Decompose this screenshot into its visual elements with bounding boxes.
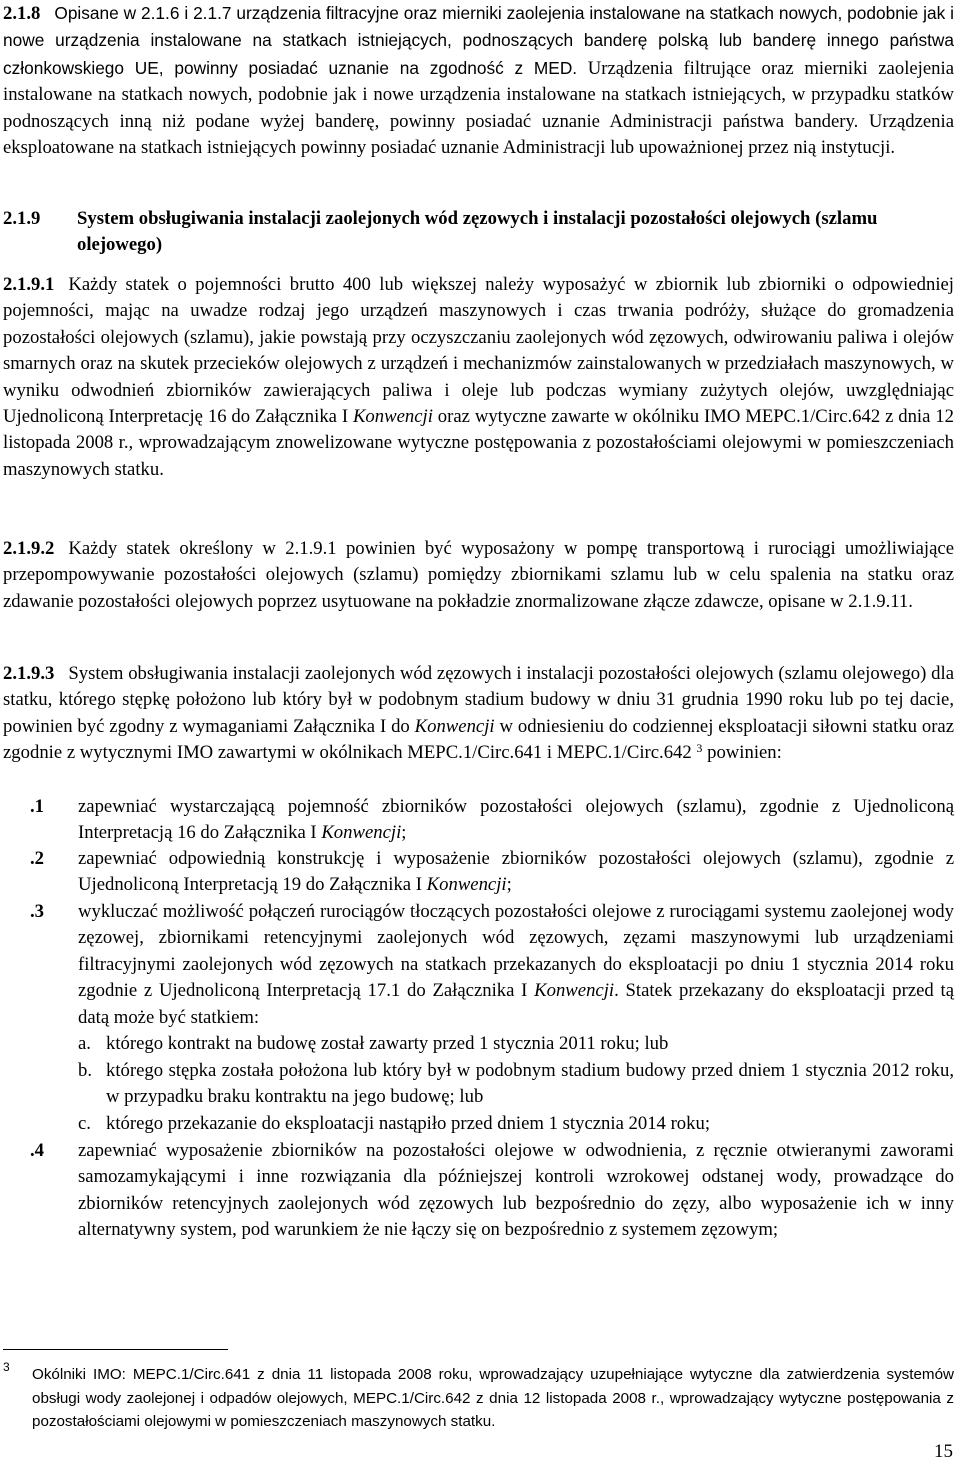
footnote (3, 1360, 954, 1434)
section-number: 2.1.9.3 (3, 663, 55, 684)
page-number: 15 (934, 1441, 953, 1462)
paragraph-text: Opisane w 2.1.6 i 2.1.7 urządzenia filtracyjne oraz mierniki zaolejenia instalowane na statkach nowych, podobnie jak i nowe urządzenia instalowane na statkach istniejących, podnoszących banderę polską lub banderę innego państwa członkowskiego UE, powinny posiadać uznanie na zgodność z MED. (3, 3, 954, 78)
sub-item-text: którego przekazanie do eksploatacji nastąpiło przed dniem 1 stycznia 2014 roku; (106, 1113, 711, 1134)
section-number: 2.1.9.1 (3, 274, 55, 295)
section-number: 2.1.8 (3, 3, 41, 24)
paragraph-text: Każdy statek określony w 2.1.9.1 powinien być wyposażony w pompę transportową i rurociągi umożliwiające przepompowywanie pozostałości olejowych (szlamu) pomiędzy zbiornikami szlamu lub w celu spalenia na statku oraz zdawanie pozostałości olejowych poprzez usytuowane na pokładzie znormalizowane złącze zdawcze, opisane w 2.1.9.11. (3, 538, 954, 612)
sub-item-a (78, 1031, 954, 1057)
italic-term: Konwencji (352, 406, 433, 428)
sub-item-label: a. (78, 1033, 91, 1054)
list-item-text: . Statek przekazany do eksploatacji przed tą datą może być statkiem: (78, 980, 955, 1028)
section-title: System obsługiwania instalacji zaolejonych wód zęzowych i instalacji pozostałości olejowych (szlamu olejowego) (77, 208, 878, 256)
list-item-number: .1 (30, 796, 45, 817)
paragraph-text: Urządzenia filtrujące oraz mierniki zaolejenia instalowane na statkach nowych, podobnie jak i nowe urządzenia instalowane na statkach istniejących, w przypadku statków podnoszących inną niż podane wyżej banderę, powinny posiadać uznanie Administracji państwa bandery. Urządzenia eksploatowane na statkach istniejących powinny posiadać uznanie Administracji lub upoważnionej przez nią instytucji. (3, 57, 955, 159)
paragraph-text: Każdy statek o pojemności brutto 400 lub większej należy wyposażyć w zbiornik lub zbiorniki o odpowiedniej pojemności, mając na uwadze rodzaj jego urządzeń maszynowych i czas trwania podróży, służące do gromadzenia pozostałości olejowych (szlamu), jakie powstają przy oczyszczaniu zaolejonych wód zęzowych, odwirowaniu paliwa i olejów smarnych oraz na skutek przecieków olejowych z urządzeń i mechanizmów zainstalowanych w przedziałach maszynowych, w wyniku odwodnień zbiorników zawierających paliwa i oleje lub podczas wymiany zużytych olejów, uwzględniając Ujednoliconą Interpretację 16 do Załącznika I (3, 274, 954, 428)
list-item-text: wykluczać możliwość połączeń rurociągów tłoczących pozostałości olejowe z rurociągami systemu zaolejonej wody zęzowej, zbiornikami retencyjnymi zaolejonych wód zęzowych, zęzami maszynowymi lub urządzeniami filtracyjnymi zaolejonych wód zęzowych na statkach przekazanych do eksploatacji po dniu 1 stycznia 2014 roku zgodnie z Ujednoliconą Interpretacją 17.1 do Załącznika I (78, 901, 954, 1002)
sub-item-c (78, 1111, 954, 1137)
italic-term: Konwencji (414, 715, 495, 737)
list-item-number: .3 (30, 901, 45, 922)
list-item-1 (3, 794, 954, 847)
section-number: 2.1.9 (3, 208, 41, 229)
paragraph-2-1-8 (3, 0, 954, 161)
section-number: 2.1.9.2 (3, 538, 55, 559)
list-item-number: .4 (30, 1140, 45, 1161)
paragraph-text: System obsługiwania instalacji zaolejonych wód zęzowych i instalacji pozostałości olejowych (szlamu olejowego) dla statku, którego stępkę położono lub który był w podobnym stadium budowy w dniu 31 grudnia 1990 roku lub po tej dacie, powinien być zgodny z wymaganiami Załącznika I do (3, 663, 954, 737)
footnote-mark: 3 (3, 1360, 10, 1374)
italic-term: Konwencji (321, 822, 402, 844)
list-item-text: ; (401, 822, 407, 844)
sub-item-label: b. (78, 1060, 93, 1081)
sub-item-label: c. (78, 1113, 91, 1134)
list-item-number: .2 (30, 848, 45, 869)
sub-item-text: którego kontrakt na budowę został zawarty przed 1 stycznia 2011 roku; lub (106, 1033, 669, 1054)
list-item-3 (3, 899, 954, 1031)
paragraph-text: w odniesieniu do codziennej eksploatacji siłowni statku oraz zgodnie z wytycznymi IMO zawartymi w okólnikach MEPC.1/Circ.641 i MEPC.1/Circ.642 (3, 715, 955, 764)
paragraph-text: oraz wytyczne zawarte w okólniku IMO MEPC.1/Circ.642 z dnia 12 listopada 2008 r., wprowadzającym znowelizowane wytyczne postępowania z pozostałościami olejowymi w pomieszczeniach maszynowych statku. (3, 406, 954, 480)
list-item-text: zapewniać wyposażenie zbiorników na pozostałości olejowe w odwodnienia, z ręcznie otwieranymi zaworami samozamykającymi i inne rozwiązania dla późniejszej kontroli wzrokowej odstanej wody, prowadzące do zbiorników retencyjnych zaolejonych wód zęzowych lub bezpośrednio do zęzy, albo wyposażenie ich w inny alternatywny system, pod warunkiem że nie łączy się on bezpośrednio z systemem zęzowym; (78, 1140, 954, 1241)
footnote-divider (3, 1349, 228, 1350)
italic-term: Konwencji (534, 980, 615, 1002)
paragraph-text: powinien: (707, 742, 782, 764)
sub-item-text: którego stępka została położona lub który był w podobnym stadium budowy przed dniem 1 stycznia 2012 roku, w przypadku braku kontraktu na jego budowę; lub (106, 1060, 954, 1108)
list-item-text: ; (506, 874, 512, 896)
paragraph-2-1-9-2 (3, 536, 954, 615)
italic-term: Konwencji (426, 874, 507, 896)
paragraph-2-1-9-1 (3, 272, 954, 483)
footnote-reference[interactable]: 3 (696, 741, 703, 756)
list-item-4 (3, 1138, 954, 1244)
paragraph-2-1-9-3 (3, 661, 954, 767)
list-item-text: zapewniać wystarczającą pojemność zbiorników pozostałości olejowych (szlamu), zgodnie z Ujednoliconą Interpretacją 16 do Załącznika I (78, 796, 954, 844)
sub-item-b (78, 1058, 954, 1111)
section-heading-2-1-9 (3, 206, 954, 259)
list-item-text: zapewniać odpowiednią konstrukcję i wyposażenie zbiorników pozostałości olejowych (szlamu), zgodnie z Ujednoliconą Interpretacją 19 do Załącznika I (78, 848, 954, 896)
footnote-text: Okólniki IMO: MEPC.1/Circ.641 z dnia 11 listopada 2008 roku, wprowadzający uzupełniające wytyczne dla zatwierdzenia systemów obsługi wody zaolejonej i odpadów olejowych, MEPC.1/Circ.642 z dnia 12 listopada 2008 r., wprowadzający wytyczne postępowania z pozostałościami olejowymi w pomieszczeniach maszynowych statku. (32, 1366, 954, 1431)
list-item-2 (3, 846, 954, 899)
